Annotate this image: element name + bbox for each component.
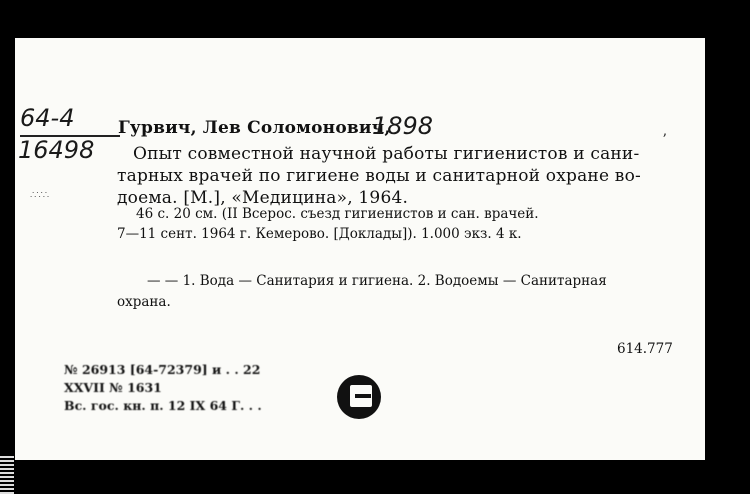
author-birth-year: 1898 (372, 112, 434, 140)
classification-number: 614.777 (617, 341, 673, 357)
scan-edge-strip (0, 455, 14, 494)
subjects-line-2: охрана. (117, 294, 171, 310)
title-line-3: доема. [М.], «Медицина», 1964. (117, 188, 409, 208)
collation-line-1: 46 с. 20 см. (II Всерос. съезд гигиенистов и сан. врачей. (136, 206, 539, 222)
shelf-mark-bottom: 16498 (18, 136, 95, 164)
scan-border (728, 40, 750, 460)
registry-number: № 26913 [64-72379] и . . 22 (64, 362, 261, 377)
author-heading: Гурвич, Лев Соломонович, (118, 118, 391, 138)
margin-note: ∴∵∴ (30, 190, 50, 201)
registry-volume: XXVII № 1631 (64, 380, 162, 395)
collation-line-2: 7—11 сент. 1964 г. Кемерово. [Доклады]). 1.000 экз. 4 к. (117, 226, 522, 242)
title-line-1: Опыт совместной научной работы гигиенистов и сани- (133, 144, 640, 164)
registry-chamber: Вс. гос. кн. п. 12 IX 64 Г. . . (64, 398, 262, 413)
title-line-2: тарных врачей по гигиене воды и санитарной охране во- (117, 166, 641, 186)
tick-mark: ʼ (662, 132, 667, 148)
shelf-mark-top: 64-4 (20, 104, 75, 132)
publisher-stamp-bar (355, 394, 371, 398)
subjects-line-1: — — 1. Вода — Санитария и гигиена. 2. Водоемы — Санитарная (147, 273, 607, 289)
